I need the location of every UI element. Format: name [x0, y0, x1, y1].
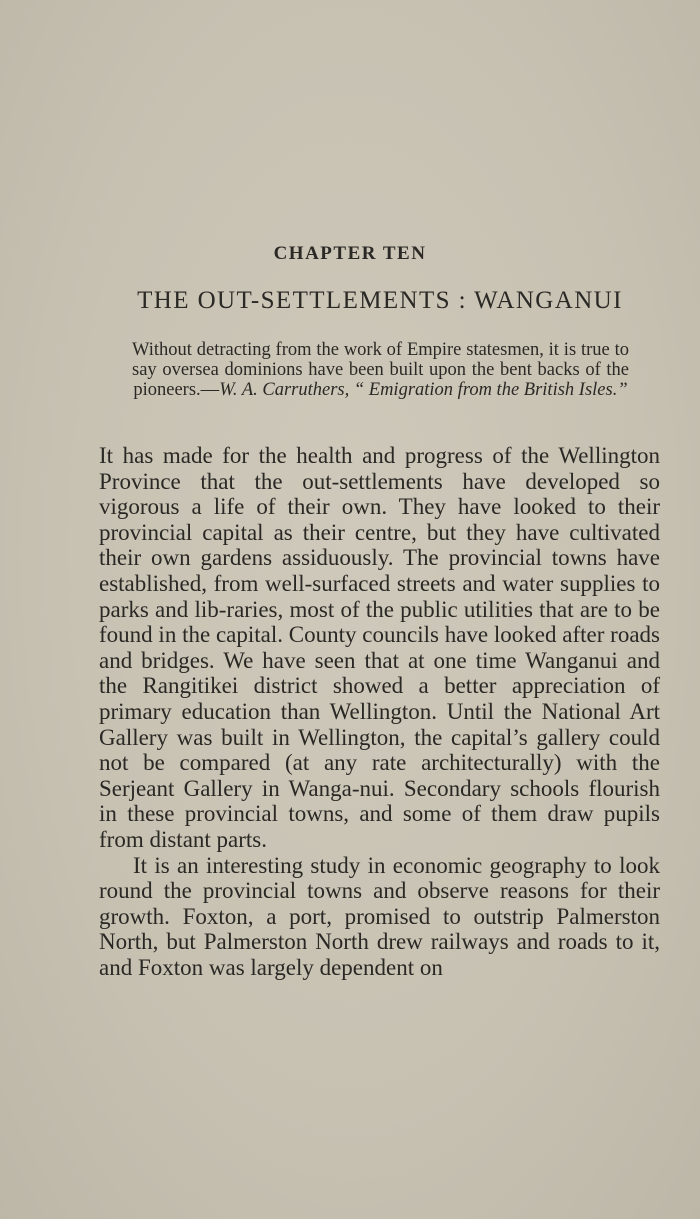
chapter-label: CHAPTER TEN — [273, 243, 427, 264]
body-paragraph: It has made for the health and progress of the Wellington Province that the out-settlements have developed so vigorous a life of their own. They have looked to their provincial capital as their centre, but they have cultivated their own gardens assiduously. The provincial towns have established, from well-surfaced streets and water supplies to parks and lib-raries, most of the public utilities that are to be found in the capital. County councils have looked after roads and bridges. We have seen that at one time Wanganui and the Rangitikei district showed a better appreciation of primary education than Wellington. Until the National Art Gallery was built in Wellington, the capital’s gallery could not be compared (at any rate architecturally) with the Serjeant Gallery in Wanga-nui. Secondary schools flourish in these provincial towns, and some of them draw pupils from distant parts. — [99, 443, 660, 852]
chapter-body — [99, 443, 660, 980]
epigraph — [132, 340, 629, 400]
chapter-title: THE OUT-SETTLEMENTS : WANGANUI — [137, 287, 623, 314]
body-paragraph: It is an interesting study in economic geography to look round the provincial towns and observe reasons for their growth. Foxton, a port, promised to outstrip Palmerston North, but Palmerston North drew railways and roads to it, and Foxton was largely dependent on — [99, 852, 660, 980]
epigraph-attribution: W. A. Carruthers, “ Emigration from the British Isles.” — [219, 380, 628, 400]
epigraph-quote: Without detracting from the work of Empire statesmen, it is true to say oversea dominions have been built upon the bent backs of the pioneers.— — [132, 340, 629, 400]
